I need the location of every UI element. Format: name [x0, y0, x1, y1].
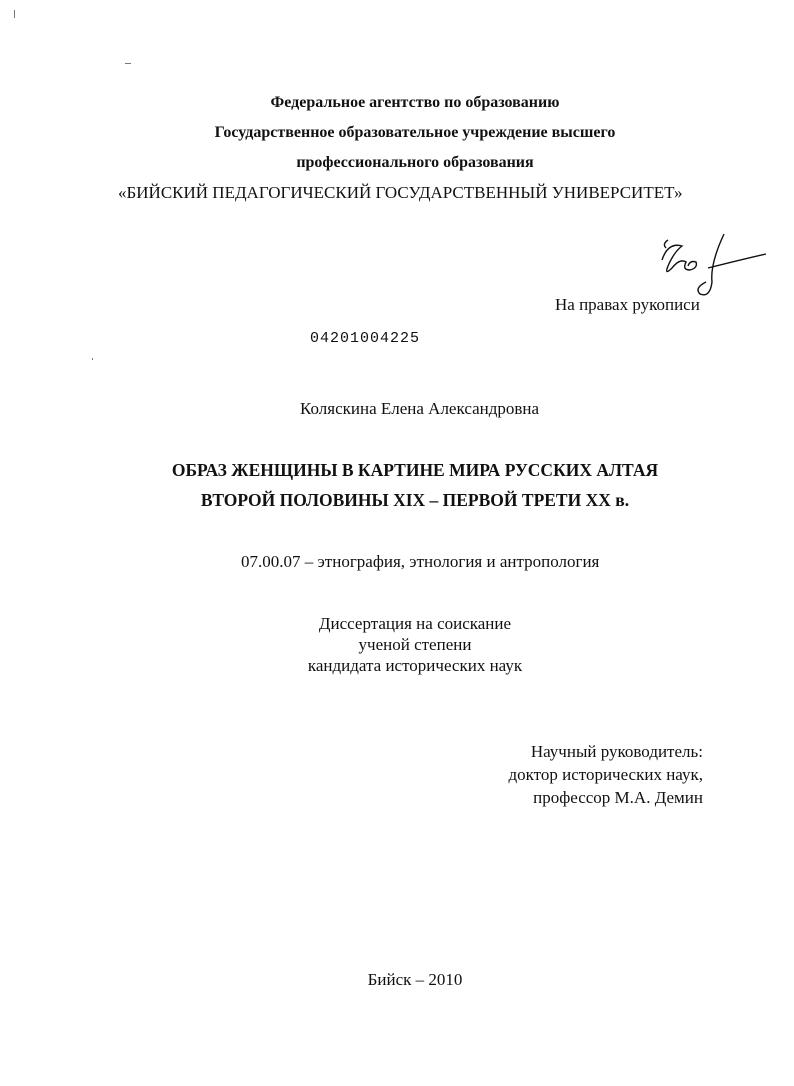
signature	[648, 232, 768, 298]
specialty: 07.00.07 – этнография, этнология и антропология	[241, 552, 600, 571]
degree-line-2: ученой степени	[358, 635, 472, 654]
scan-mark	[92, 358, 93, 360]
supervisor-degree: доктор исторических наук,	[508, 765, 703, 784]
title-line-2: ВТОРОЙ ПОЛОВИНЫ XIX – ПЕРВОЙ ТРЕТИ XX в.	[200, 490, 630, 510]
university-name: «БИЙСКИЙ ПЕДАГОГИЧЕСКИЙ ГОСУДАРСТВЕННЫЙ УНИВЕРСИТЕТ»	[118, 183, 683, 202]
place-year: Бийск – 2010	[367, 970, 463, 989]
catalog-number: 04201004225	[310, 330, 421, 347]
degree-line-1: Диссертация на соискание	[318, 614, 512, 633]
author-name: Коляскина Елена Александровна	[300, 399, 540, 418]
degree-line-3: кандидата исторических наук	[307, 656, 523, 675]
scan-mark	[14, 10, 15, 18]
title-line-1: ОБРАЗ ЖЕНЩИНЫ В КАРТИНЕ МИРА РУССКИХ АЛТАЯ	[171, 460, 659, 480]
institution-line-2: профессионального образования	[296, 154, 534, 171]
manuscript-note: На правах рукописи	[555, 295, 700, 314]
supervisor-name: профессор М.А. Демин	[533, 788, 703, 807]
supervisor-label: Научный руководитель:	[530, 742, 703, 761]
institution-line-1: Государственное образовательное учреждение высшего	[214, 124, 616, 141]
scan-mark	[125, 63, 131, 64]
agency-name: Федеральное агентство по образованию	[270, 94, 560, 111]
